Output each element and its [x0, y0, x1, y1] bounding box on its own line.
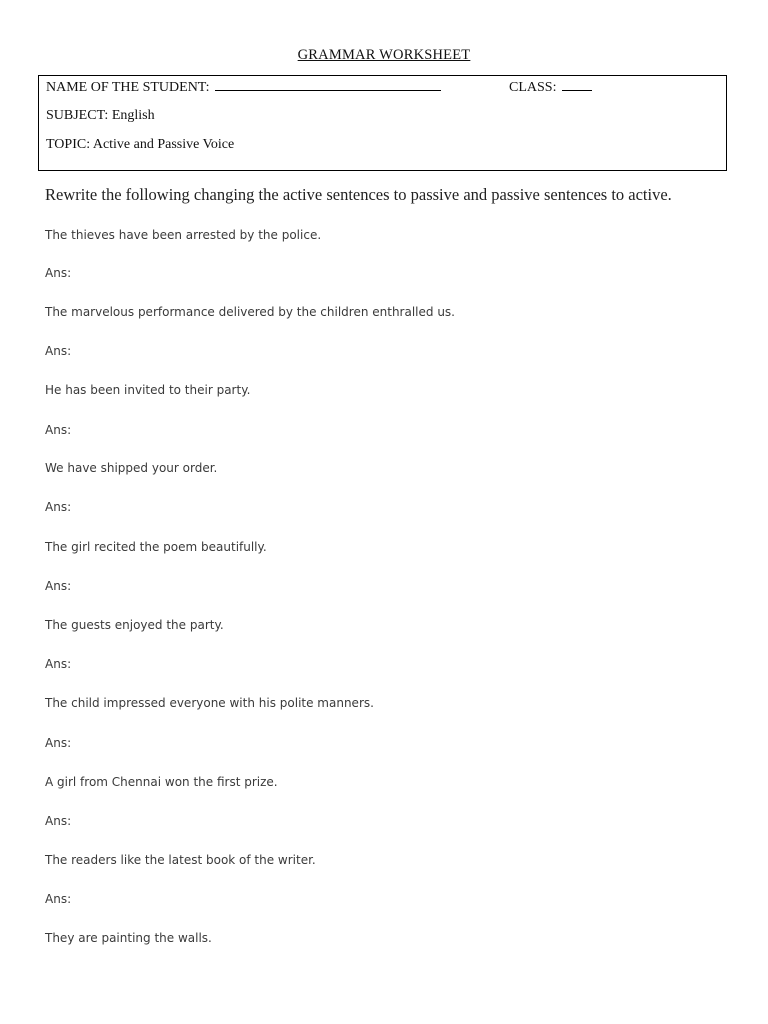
class-label: CLASS: [509, 80, 557, 95]
answer-label-5: Ans: [45, 579, 72, 593]
instruction-text: Rewrite the following changing the active sentences to passive and passive sentences to active. [45, 185, 672, 204]
question-4: We have shipped your order. [45, 461, 218, 475]
topic-label: TOPIC: [46, 137, 91, 152]
question-5: The girl recited the poem beautifully. [45, 540, 267, 554]
subject-label: SUBJECT: [46, 108, 109, 123]
student-name-row [46, 79, 441, 96]
class-row [509, 79, 592, 96]
question-8: A girl from Chennai won the first prize. [45, 775, 278, 789]
answer-label-3: Ans: [45, 423, 72, 437]
worksheet-title: GRAMMAR WORKSHEET [297, 47, 471, 63]
answer-label-1: Ans: [45, 266, 72, 280]
answer-label-4: Ans: [45, 500, 72, 514]
answer-label-8: Ans: [45, 814, 72, 828]
answer-label-9: Ans: [45, 892, 72, 906]
student-info-box [38, 75, 727, 171]
student-name-blank[interactable] [215, 79, 441, 91]
student-name-label: NAME OF THE STUDENT: [46, 80, 210, 95]
answer-label-6: Ans: [45, 657, 72, 671]
question-7: The child impressed everyone with his polite manners. [45, 696, 374, 710]
topic-row [46, 137, 234, 153]
question-6: The guests enjoyed the party. [45, 618, 224, 632]
question-3: He has been invited to their party. [45, 383, 251, 397]
answer-label-7: Ans: [45, 736, 72, 750]
answer-label-2: Ans: [45, 344, 72, 358]
topic-value: Active and Passive Voice [92, 137, 235, 152]
subject-value: English [111, 108, 155, 123]
question-2: The marvelous performance delivered by the children enthralled us. [45, 305, 455, 319]
question-1: The thieves have been arrested by the police. [45, 228, 322, 242]
question-10: They are painting the walls. [45, 931, 212, 945]
subject-row [46, 108, 155, 124]
question-9: The readers like the latest book of the writer. [45, 853, 316, 867]
class-blank[interactable] [562, 79, 592, 91]
